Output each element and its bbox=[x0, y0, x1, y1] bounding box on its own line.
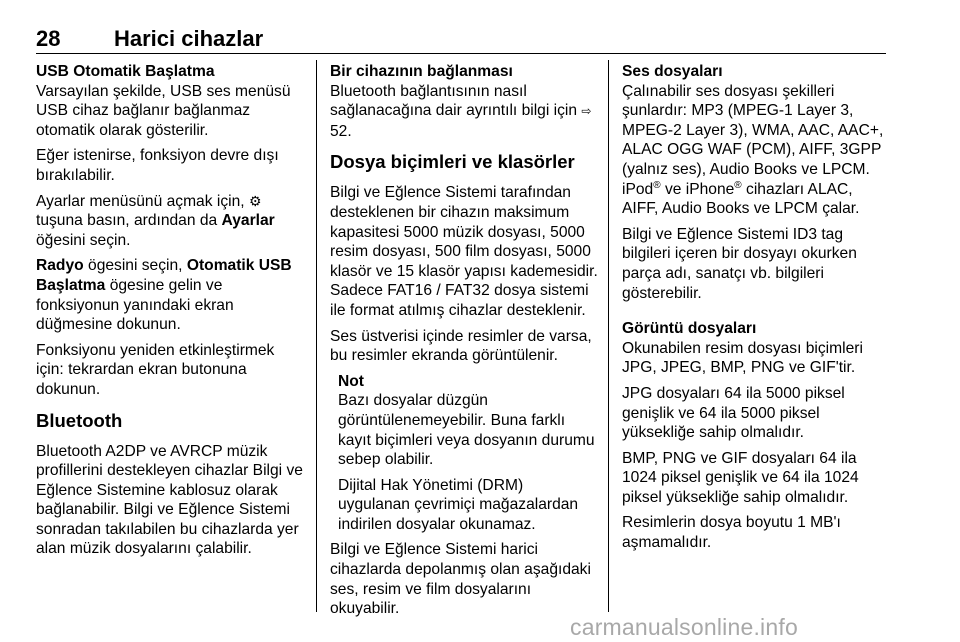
paragraph: Bilgi ve Eğlence Sistemi tarafından desteklenen bir cihazın maksimum kapasitesi 5000 müzik dosyası, 5000 resim dosyası, 500 film dosyası, 5000 klasör ve 15 klasör yapısı kademesidir. Sadece FAT16 / FAT32 dosya sistemi ile format atılmış cihazlar desteklenir. bbox=[330, 184, 598, 319]
paragraph: Radyo ögesini seçin, Otomatik USB Başlatma ögesine gelin ve fonksiyonun yanındaki ekran düğmesine dokunun. bbox=[36, 257, 292, 334]
paragraph: Fonksiyonu yeniden etkinleştirmek için: tekrardan ekran butonuna dokunun. bbox=[36, 341, 275, 398]
paragraph: Ses üstverisi içinde resimler de varsa, bu resimler ekranda görüntülenir. bbox=[330, 327, 592, 365]
paragraph: Resimlerin dosya boyutu 1 MB'ı aşmamalıdır. bbox=[622, 514, 841, 552]
paragraph: Ayarlar menüsünü açmak için, ⚙ tuşuna basın, ardından da Ayarlar öğesini seçin. bbox=[36, 192, 275, 249]
paragraph: Varsayılan şekilde, USB ses menüsü USB cihaz bağlanır bağlanmaz otomatik olarak gösterilir. bbox=[36, 82, 291, 139]
paragraph: Dijital Hak Yönetimi (DRM) uygulanan çevrimiçi mağazalardan indirilen dosyalar okunamaz. bbox=[338, 476, 579, 533]
section-heading-images: Görüntü dosyaları bbox=[622, 320, 757, 338]
page-number: 28 bbox=[36, 26, 61, 51]
paragraph: Çalınabilir ses dosyası şekilleri şunlardır: MP3 (MPEG-1 Layer 3, MPEG-2 Layer 3), WMA, AAC, AAC+, ALAC OGG WAF (PCM), AIFF, 3GPP (yalnız ses), Audio Books ve LPCM. iPod® ve iPhone® cihazları ALAC, AIFF, Audio Books ve LPCM çalar. bbox=[622, 82, 884, 218]
paragraph: Bluetooth bağlantısının nasıl sağlanacağına dair ayrıntılı bilgi için ⇨ 52. bbox=[330, 82, 592, 140]
section-heading-files: Dosya biçimleri ve klasörler bbox=[330, 151, 575, 173]
paragraph: Bilgi ve Eğlence Sistemi ID3 tag bilgileri içeren bir dosyayı okurken parça adı, sanatçı vb. bilgileri gösterebilir. bbox=[622, 225, 857, 302]
paragraph: Eğer istenirse, fonksiyon devre dışı bırakılabilir. bbox=[36, 147, 279, 184]
paragraph: Bilgi ve Eğlence Sistemi harici cihazlarda depolanmış olan aşağıdaki ses, resim ve film dosyalarını okuyabilir. bbox=[330, 541, 591, 618]
note-heading: Not bbox=[338, 372, 364, 390]
column-divider bbox=[316, 60, 317, 612]
paragraph: Okunabilen resim dosyası biçimleri JPG, JPEG, BMP, PNG ve GIF'tir. bbox=[622, 339, 863, 377]
paragraph: Bluetooth A2DP ve AVRCP müzik profillerini destekleyen cihazlar Bilgi ve Eğlence Sistemine kablosuz olarak bağlanabilir. Bilgi ve Eğlence Sistemi sonradan takılabilen bu cihazlarda yer alan müzik dosyalarını çalabilir. bbox=[36, 442, 303, 558]
header-divider bbox=[36, 53, 886, 54]
page-title: Harici cihazlar bbox=[114, 26, 264, 51]
section-heading-usb: USB Otomatik Başlatma bbox=[36, 63, 215, 80]
column-middle bbox=[330, 62, 598, 625]
settings-gear-icon: ⚙ bbox=[248, 192, 262, 209]
page-header bbox=[36, 26, 886, 52]
watermark: carmanualsonline.info bbox=[570, 614, 798, 640]
paragraph: JPG dosyaları 64 ila 5000 piksel genişlik ve 64 ila 5000 piksel yüksekliğe sahip olmalıdır. bbox=[622, 384, 845, 442]
column-divider bbox=[608, 60, 609, 612]
section-heading-bluetooth: Bluetooth bbox=[36, 409, 123, 431]
section-heading-connect: Bir cihazının bağlanması bbox=[330, 63, 513, 80]
note-box bbox=[338, 372, 598, 535]
paragraph: BMP, PNG ve GIF dosyaları 64 ila 1024 piksel genişlik ve 64 ila 1024 piksel yüksekliğe sahip olmalıdır. bbox=[622, 449, 859, 506]
page-reference-link[interactable]: 52. bbox=[330, 122, 352, 140]
section-heading-audio: Ses dosyaları bbox=[622, 63, 723, 80]
column-left bbox=[36, 62, 304, 565]
paragraph: Bazı dosyalar düzgün görüntülenemeyebilir. Buna farklı kayıt biçimleri veya dosyanın durumu sebep olabilir. bbox=[338, 392, 595, 469]
column-right bbox=[622, 62, 890, 559]
page-reference-arrow-icon: ⇨ bbox=[581, 104, 592, 119]
